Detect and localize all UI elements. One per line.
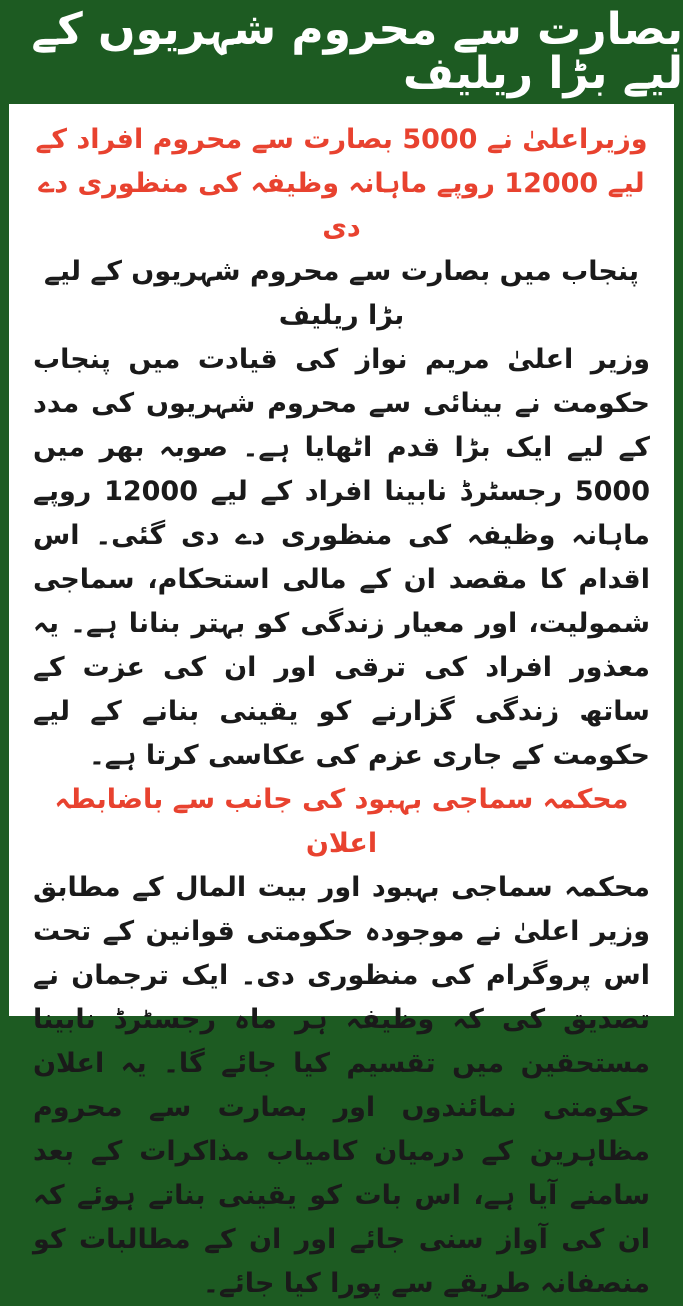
article-intro-title: پنجاب میں بصارت سے محروم شہریوں کے لیے بڑا ریلیف: [44, 256, 639, 331]
headline-banner: [0, 0, 683, 104]
article-card: [9, 104, 674, 1299]
headline-title: بصارت سے محروم شہریوں کے لیے بڑا ریلیف: [31, 4, 683, 99]
article-paragraph-1: وزیر اعلیٰ مریم نواز کی قیادت میں پنجاب حکومت نے بینائی سے محروم شہریوں کی مدد کے لیے ایک بڑا قدم اٹھایا ہے۔ صوبہ بھر میں 5000 رجسٹرڈ نابینا افراد کے لیے 12000 روپے ماہانہ وظیفہ کی منظوری دے دی گئی۔ اس اقدام کا مقصد ان کے مالی استحکام، سماجی شمولیت، اور معیار زندگی کو بہتر بنانا ہے۔ یہ معذور افراد کی ترقی اور ان کی عزت کے ساتھ زندگی گزارنے کو یقینی بنانے کے لیے حکومت کے جاری عزم کی عکاسی کرتا ہے۔: [33, 344, 651, 771]
article-subheadline: وزیراعلیٰ نے 5000 بصارت سے محروم افراد کے لیے 12000 روپے ماہانہ وظیفہ کی منظوری دے دی: [35, 124, 648, 243]
article-paragraph-2: محکمہ سماجی بہبود اور بیت المال کے مطابق وزیر اعلیٰ نے موجودہ حکومتی قوانین کے تحت اس پروگرام کی منظوری دی۔ ایک ترجمان نے تصدیق کی کہ وظیفہ ہر ماہ رجسٹرڈ نابینا مستحقین میں تقسیم کیا جائے گا۔ یہ اعلان حکومتی نمائندوں اور بصارت سے محروم مظاہرین کے درمیان کامیاب مذاکرات کے بعد سامنے آیا ہے، اس بات کو یقینی بناتے ہوئے کہ ان کی آواز سنی جائے اور ان کے مطالبات کو منصفانہ طریقے سے پورا کیا جائے۔: [33, 872, 650, 1299]
section-heading: محکمہ سماجی بہبود کی جانب سے باضابطہ اعلان: [54, 784, 629, 859]
